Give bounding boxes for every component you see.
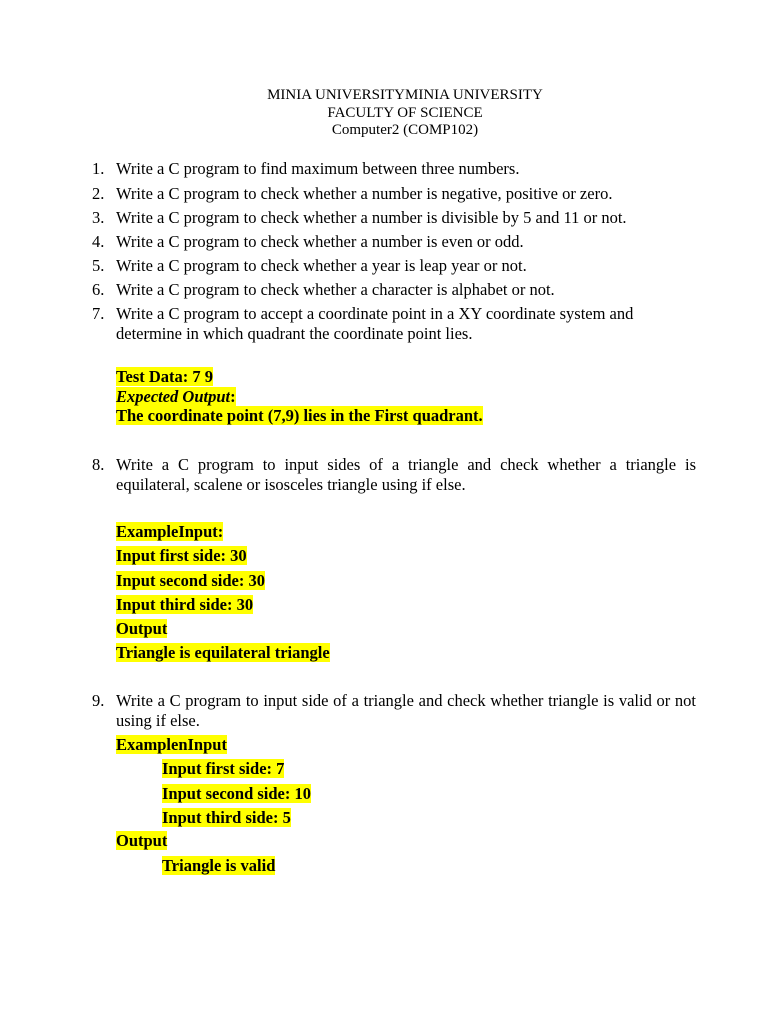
q8-input-third: Input third side: 30 — [116, 595, 254, 614]
question-number: 5. — [92, 256, 105, 275]
question-text: Write a C program to check whether a number is divisible by 5 and 11 or not. — [116, 208, 627, 227]
q8-input-second: Input second side: 30 — [116, 571, 265, 590]
question-1 — [92, 159, 696, 179]
question-6 — [92, 280, 696, 300]
question-2 — [92, 184, 696, 204]
question-text: Write a C program to input side of a triangle and check whether triangle is valid or not using if else. — [116, 691, 696, 730]
question-number: 9. — [92, 691, 105, 710]
course-name: Computer2 (COMP102) — [331, 122, 479, 138]
question-text: Write a C program to check whether a character is alphabet or not. — [116, 280, 555, 299]
q9-example-label: ExamplenInput — [116, 735, 227, 754]
question-number: 2. — [92, 184, 105, 203]
question-8 — [92, 455, 696, 495]
q7-expected-output: The coordinate point (7,9) lies in the First quadrant. — [116, 406, 483, 425]
question-3 — [92, 208, 696, 228]
university-name: MINIA UNIVERSITYMINIA UNIVERSITY — [267, 87, 543, 103]
question-text: Write a C program to find maximum between three numbers. — [116, 159, 520, 178]
question-number: 7. — [92, 304, 105, 323]
q9-output-label: Output — [116, 831, 168, 850]
question-number: 6. — [92, 280, 105, 299]
question-5 — [92, 256, 696, 276]
question-9 — [92, 691, 696, 731]
question-number: 3. — [92, 208, 105, 227]
q7-test-data: Test Data: 7 9 — [116, 367, 214, 386]
question-text: Write a C program to accept a coordinate point in a XY coordinate system and determine in which quadrant the coordinate point lies. — [116, 304, 634, 343]
q8-input-first: Input first side: 30 — [116, 546, 247, 565]
q8-example-label: ExampleInput: — [116, 522, 224, 541]
question-number: 1. — [92, 159, 105, 178]
faculty-name: FACULTY OF SCIENCE — [327, 104, 483, 121]
q9-input-second: Input second side: 10 — [162, 784, 311, 803]
question-7 — [92, 304, 696, 344]
question-text: Write a C program to check whether a number is even or odd. — [116, 232, 524, 251]
question-4 — [92, 232, 696, 252]
q7-expected-output-label: Expected Output: — [116, 387, 236, 406]
question-text: Write a C program to input sides of a triangle and check whether a triangle is equilateral, scalene or isosceles triangle using if else. — [116, 455, 696, 494]
q8-output-label: Output — [116, 619, 168, 638]
document-header — [0, 87, 768, 140]
question-text: Write a C program to check whether a number is negative, positive or zero. — [116, 184, 613, 203]
q8-output-result: Triangle is equilateral triangle — [116, 643, 330, 662]
q9-input-first: Input first side: 7 — [162, 759, 285, 778]
q9-output-result: Triangle is valid — [162, 856, 276, 875]
question-number: 4. — [92, 232, 105, 251]
q9-input-third: Input third side: 5 — [162, 808, 291, 827]
question-text: Write a C program to check whether a year is leap year or not. — [116, 256, 527, 275]
question-number: 8. — [92, 455, 105, 474]
